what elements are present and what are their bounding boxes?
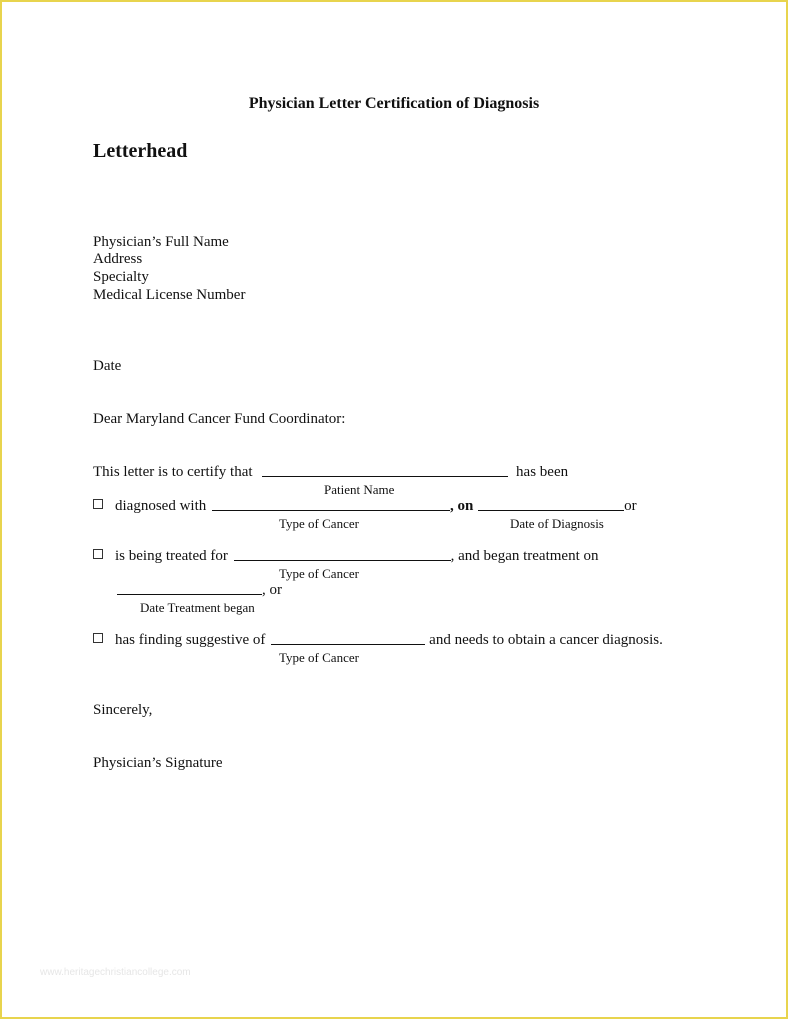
- needs-diagnosis-text: and needs to obtain a cancer diagnosis.: [429, 632, 663, 648]
- diagnosis-date-blank[interactable]: [478, 498, 624, 511]
- treated-for-text: is being treated for: [115, 548, 228, 564]
- treated-checkbox[interactable]: [93, 549, 103, 559]
- document-title: Physician Letter Certification of Diagnosis: [248, 95, 540, 112]
- treatment-cancer-type-blank[interactable]: [234, 548, 451, 561]
- certify-prefix: This letter is to certify that: [93, 464, 253, 480]
- watermark: www.heritagechristiancollege.com: [40, 967, 191, 978]
- diagnosed-with-text: diagnosed with: [115, 498, 207, 514]
- on-text: , on: [450, 498, 474, 514]
- suggestive-type-caption: Type of Cancer: [279, 650, 359, 665]
- option-suggestive-line: [93, 632, 663, 649]
- suggestive-cancer-type-blank[interactable]: [271, 632, 425, 645]
- has-been-text: has been: [516, 464, 569, 480]
- salutation: Dear Maryland Cancer Fund Coordinator:: [93, 411, 346, 427]
- diagnosis-cancer-type-blank[interactable]: [212, 498, 450, 511]
- treatment-date-blank[interactable]: [117, 582, 262, 595]
- suggestive-checkbox[interactable]: [93, 633, 103, 643]
- began-treatment-text: , and began treatment on: [450, 548, 599, 564]
- suggestive-text: has finding suggestive of: [115, 632, 266, 648]
- diagnosed-checkbox[interactable]: [93, 499, 103, 509]
- or-text-1: or: [624, 498, 637, 514]
- letterhead: Letterhead: [93, 140, 188, 162]
- patient-name-caption: Patient Name: [324, 482, 395, 497]
- option-diagnosed-line: [93, 498, 637, 515]
- treatment-type-caption: Type of Cancer: [279, 566, 359, 581]
- treatment-date-caption: Date Treatment began: [140, 600, 255, 615]
- specialty-line: Specialty: [93, 269, 149, 285]
- diagnosis-date-caption: Date of Diagnosis: [510, 516, 604, 531]
- patient-name-blank[interactable]: [262, 464, 508, 477]
- closing: Sincerely,: [93, 702, 153, 718]
- or-text-2: , or: [262, 582, 282, 598]
- signature-label: Physician’s Signature: [93, 755, 223, 771]
- treatment-date-line: [117, 582, 282, 599]
- date-label: Date: [93, 358, 122, 374]
- medical-license-line: Medical License Number: [93, 287, 246, 303]
- certify-line: [93, 464, 568, 481]
- physician-full-name-line: Physician’s Full Name: [93, 234, 229, 250]
- option-treated-line: [93, 548, 599, 565]
- address-line: Address: [93, 251, 143, 267]
- diagnosis-type-caption: Type of Cancer: [279, 516, 359, 531]
